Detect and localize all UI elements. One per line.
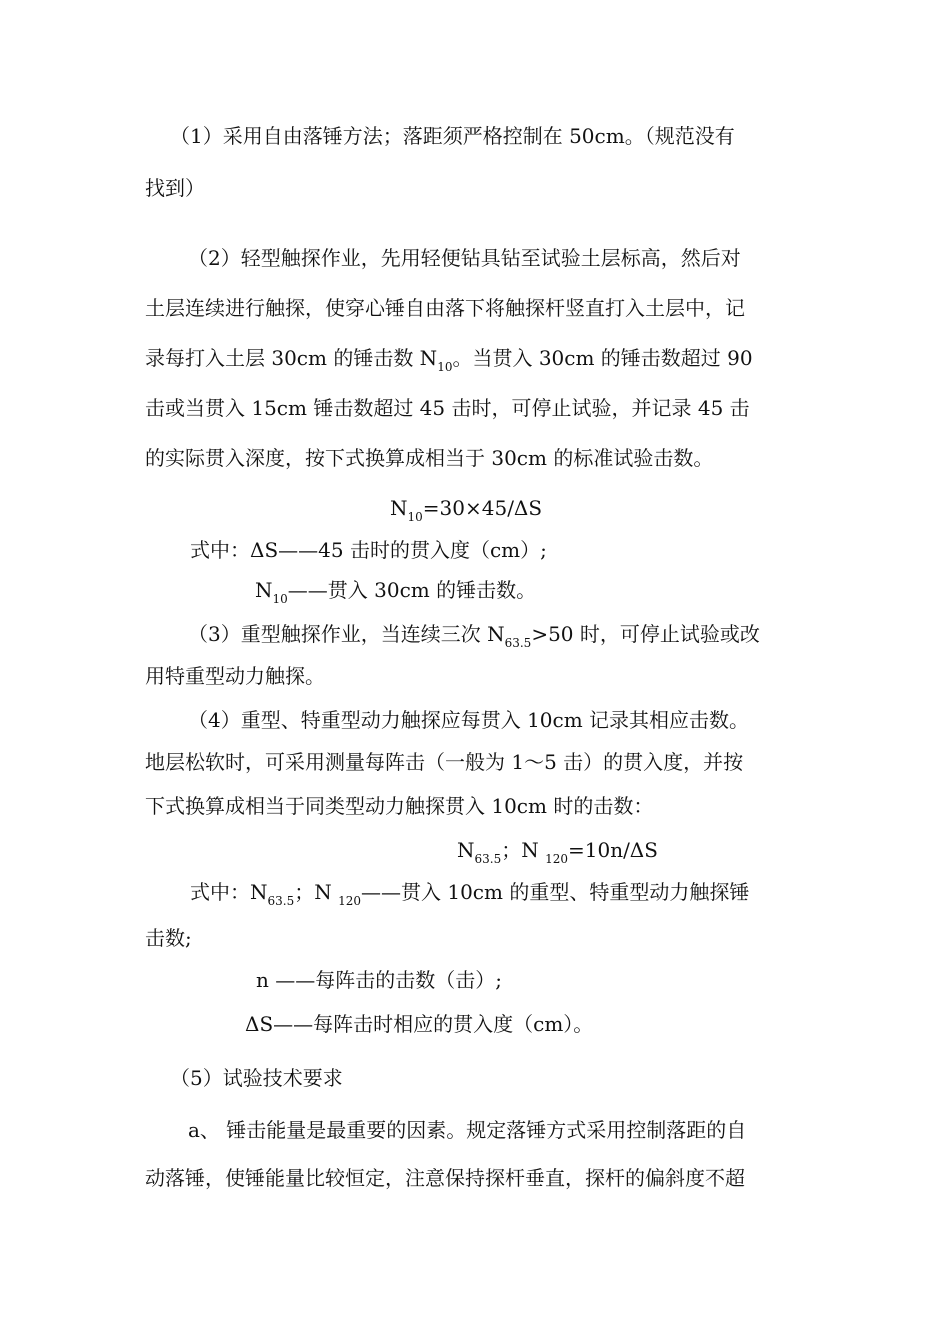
p2-line3-sub: 10	[437, 360, 453, 374]
p3-line1-sub: 63.5	[504, 636, 532, 650]
p4-line2: 地层松软时，可采用测量每阵击（一般为 1～5 击）的贯入度，并按	[145, 750, 744, 774]
where2-line3: n ——每阵击的击数（击）;	[256, 968, 502, 992]
where1-line2-post: ——贯入 30cm 的锤击数。	[287, 578, 537, 602]
p1-line1: （1）采用自由落锤方法；落距须严格控制在 50cm。（规范没有	[170, 124, 735, 148]
where1-line2-sub: 10	[272, 592, 288, 606]
p6-line1: a、 锤击能量是最重要的因素。规定落锤方式采用控制落距的自	[188, 1118, 747, 1142]
formula2-pre: N	[457, 838, 475, 862]
where1-line1: 式中：ΔS——45 击时的贯入度（cm）;	[190, 538, 547, 562]
where2-line1	[190, 880, 750, 908]
p2-line5: 的实际贯入深度，按下式换算成相当于 30cm 的标准试验击数。	[145, 446, 714, 470]
p2-line2: 土层连续进行触探，使穿心锤自由落下将触探杆竖直打入土层中，记	[145, 296, 745, 320]
where2-line1-pre: 式中：N	[190, 880, 268, 904]
p3-line1	[188, 622, 760, 650]
where2-line4: ΔS——每阵击时相应的贯入度（cm）。	[245, 1012, 594, 1036]
p3-line1-pre: （3）重型触探作业，当连续三次 N	[188, 622, 505, 646]
where1-line2	[255, 578, 537, 606]
p2-line3-pre: 录每打入土层 30cm 的锤击数 N	[145, 346, 438, 370]
formula-n10	[390, 496, 543, 524]
p6-line2: 动落锤，使锤能量比较恒定，注意保持探杆垂直，探杆的偏斜度不超	[145, 1166, 745, 1190]
p3-line2: 用特重型动力触探。	[145, 664, 325, 688]
formula2-mid: ；N	[501, 838, 546, 862]
p4-line3: 下式换算成相当于同类型动力触探贯入 10cm 时的击数：	[145, 794, 654, 818]
formula2-sub2: 120	[545, 852, 568, 866]
p2-line4: 击或当贯入 15cm 锤击数超过 45 击时，可停止试验，并记录 45 击	[145, 396, 750, 420]
where2-line1-post: ——贯入 10cm 的重型、特重型动力触探锤	[360, 880, 750, 904]
formula-n635-n120	[457, 838, 658, 866]
p2-line3	[145, 346, 753, 374]
p1-line2: 找到）	[145, 176, 205, 200]
where2-line1-sub2: 120	[338, 894, 361, 908]
formula2-post: =10n/ΔS	[567, 838, 658, 862]
where2-line2: 击数;	[145, 926, 192, 950]
p3-line1-post: >50 时，可停止试验或改	[531, 622, 760, 646]
formula1-sub: 10	[407, 510, 423, 524]
p2-line3-post: 。当贯入 30cm 的锤击数超过 90	[452, 346, 753, 370]
p5-heading: （5）试验技术要求	[170, 1066, 343, 1090]
formula1-post: =30×45/ΔS	[422, 496, 543, 520]
formula2-sub1: 63.5	[474, 852, 502, 866]
where1-line2-pre: N	[255, 578, 273, 602]
formula1-pre: N	[390, 496, 408, 520]
where2-line1-mid: ；N	[294, 880, 339, 904]
where2-line1-sub1: 63.5	[267, 894, 295, 908]
p4-line1: （4）重型、特重型动力触探应每贯入 10cm 记录其相应击数。	[188, 708, 750, 732]
p2-line1: （2）轻型触探作业，先用轻便钻具钻至试验土层标高，然后对	[188, 246, 741, 270]
